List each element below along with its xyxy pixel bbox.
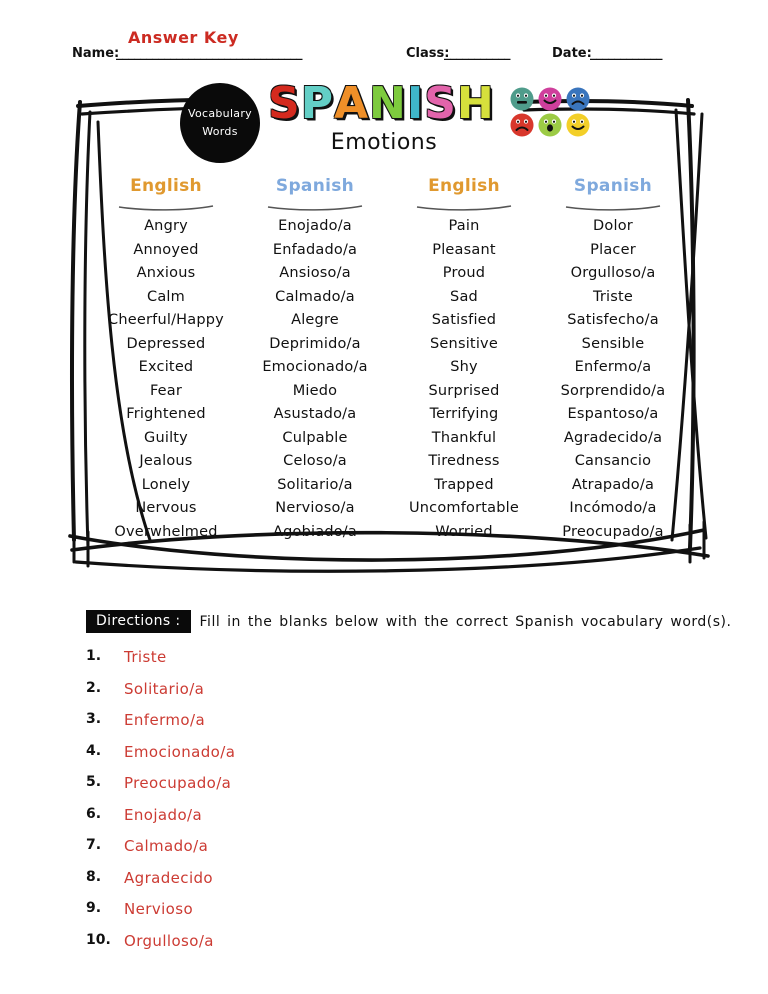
answer-row	[86, 932, 486, 964]
vocab-word: Dolor	[593, 218, 633, 234]
vocab-word: Pleasant	[432, 241, 496, 258]
answer-number: 4.	[86, 742, 102, 759]
vocab-word: Miedo	[292, 382, 338, 399]
vocab-word: Espantoso/a	[567, 406, 659, 422]
class-blank[interactable]: ___________	[444, 46, 510, 61]
directions-tag: Directions :	[86, 610, 191, 633]
answer-word[interactable]: Calmado/a	[124, 837, 209, 855]
smiling-face-icon	[565, 112, 593, 138]
vocab-word: Terrifying	[429, 406, 499, 422]
date-blank[interactable]: ____________	[590, 46, 662, 61]
vocab-word: Enfadado/a	[272, 241, 358, 258]
vocab-word: Triste	[592, 288, 634, 305]
answer-word[interactable]: Enojado/a	[124, 805, 203, 824]
vocab-word: Calmado/a	[275, 288, 355, 305]
vocab-word: Overwhelmed	[114, 523, 218, 540]
title-letter-2: P	[300, 78, 334, 129]
vocab-word: Enojado/a	[278, 218, 352, 234]
vocab-word: Calm	[147, 288, 185, 305]
answer-row	[86, 711, 486, 743]
answer-row	[86, 900, 486, 932]
vocab-word: Sad	[450, 288, 478, 305]
surprised-face-icon	[537, 112, 565, 138]
answer-row	[86, 680, 486, 712]
column-english-left	[92, 176, 240, 544]
vocab-word: Angry	[144, 218, 188, 234]
answer-key-label: Answer Key	[128, 28, 239, 47]
answer-list	[86, 648, 486, 963]
column-spanish-left	[240, 176, 390, 544]
vocab-word: Enfermo/a	[574, 359, 652, 375]
directions-row	[86, 610, 731, 633]
title-letter-1: S	[268, 78, 301, 129]
vocab-word: Asustado/a	[273, 406, 357, 422]
neutral-face-icon	[509, 86, 537, 112]
vocab-word: Shy	[450, 359, 478, 375]
answer-row	[86, 837, 486, 869]
vocab-word: Celoso/a	[283, 453, 347, 469]
vocab-word: Tiredness	[428, 453, 500, 469]
column-spanish-right	[538, 176, 688, 544]
column-english-right	[390, 176, 538, 544]
answer-word[interactable]: Solitario/a	[124, 679, 205, 698]
vocab-word: Sensitive	[430, 335, 498, 352]
answer-number: 9.	[86, 900, 102, 916]
date-label: Date:	[552, 46, 592, 61]
vocab-word: Uncomfortable	[408, 500, 520, 516]
header-underline	[390, 198, 538, 207]
answer-number: 8.	[86, 868, 102, 885]
sad-face-icon	[565, 86, 593, 112]
header-underline	[92, 198, 240, 207]
vocab-word: Agobiado/a	[273, 523, 357, 540]
vocab-word: Nervous	[135, 500, 197, 516]
vocab-word: Sensible	[581, 335, 645, 352]
column-header-spanish-right: Spanish	[573, 176, 653, 196]
answer-number: 6.	[86, 805, 102, 822]
vocab-word: Pain	[448, 218, 480, 234]
vocab-word: Anxious	[136, 265, 196, 281]
class-label: Class:	[406, 46, 450, 61]
answer-number: 10.	[86, 931, 111, 948]
title-letter-4: N	[369, 78, 407, 129]
page-title	[268, 78, 495, 129]
vocab-word: Nervioso/a	[275, 500, 355, 516]
answer-row	[86, 806, 486, 838]
word-list-spanish-right	[538, 215, 688, 544]
vocab-word: Orgulloso/a	[570, 265, 656, 281]
vocab-word: Alegre	[291, 312, 339, 328]
vocab-word: Atrapado/a	[571, 476, 655, 493]
vocab-word: Cheerful/Happy	[108, 312, 224, 328]
answer-row	[86, 648, 486, 680]
vocab-word: Preocupado/a	[562, 523, 664, 540]
column-header-english-left: English	[130, 176, 202, 196]
name-label: Name:	[72, 46, 120, 61]
column-header-spanish-left: Spanish	[275, 176, 355, 196]
vocab-word: Frightened	[126, 406, 206, 422]
directions-text: Fill in the blanks below with the correct Spanish vocabulary word(s).	[199, 613, 732, 630]
badge-line-1: Vocabulary	[188, 107, 252, 120]
answer-word[interactable]: Preocupado/a	[124, 774, 232, 792]
vocab-word: Guilty	[144, 429, 188, 446]
angry-face-icon	[509, 112, 537, 138]
vocab-word: Deprimido/a	[269, 335, 361, 352]
vocabulary-table	[92, 176, 688, 544]
vocab-word: Proud	[442, 265, 486, 281]
vocab-word: Placer	[590, 241, 636, 258]
title-letter-5: I	[406, 78, 425, 129]
vocab-word: Annoyed	[133, 241, 199, 258]
answer-number: 7.	[86, 837, 102, 853]
vocab-word: Lonely	[141, 476, 191, 493]
answer-row	[86, 774, 486, 806]
vocab-word: Depressed	[126, 335, 206, 352]
vocab-word: Sorprendido/a	[560, 382, 666, 399]
word-list-english-left	[92, 215, 240, 544]
vocab-word: Worried	[435, 523, 493, 540]
vocab-word: Solitario/a	[277, 476, 353, 493]
vocab-word: Cansancio	[574, 453, 652, 469]
vocab-word: Culpable	[282, 429, 348, 446]
vocab-word: Emocionado/a	[262, 359, 368, 375]
answer-row	[86, 869, 486, 901]
vocab-word: Incómodo/a	[569, 500, 657, 516]
vocab-word: Trapped	[434, 476, 494, 493]
word-list-english-right	[390, 215, 538, 544]
vocab-word: Thankful	[431, 429, 497, 446]
badge-line-2: Words	[202, 125, 238, 138]
title-letter-6: S	[424, 78, 457, 129]
answer-number: 5.	[86, 774, 102, 790]
emoji-faces-group	[509, 86, 593, 138]
vocab-word: Excited	[138, 359, 194, 375]
answer-word[interactable]: Triste	[124, 648, 167, 666]
happy-face-icon	[537, 86, 565, 112]
answer-number: 2.	[86, 679, 102, 696]
vocab-word: Surprised	[428, 382, 500, 399]
vocab-word: Agradecido/a	[563, 429, 663, 446]
header-underline	[538, 198, 688, 207]
vocab-word: Ansioso/a	[279, 265, 351, 281]
page-subtitle: Emotions	[330, 130, 438, 155]
vocab-word: Fear	[149, 382, 183, 399]
vocab-word: Satisfied	[431, 312, 497, 328]
vocab-word: Jealous	[139, 453, 193, 469]
answer-word[interactable]: Orgulloso/a	[124, 931, 214, 950]
answer-word[interactable]: Agradecido	[124, 868, 214, 887]
title-letter-3: A	[333, 78, 370, 129]
answer-word[interactable]: Enfermo/a	[124, 711, 206, 729]
title-letter-7: H	[456, 78, 495, 129]
answer-number: 3.	[86, 711, 102, 727]
vocab-word: Satisfecho/a	[567, 312, 659, 328]
answer-number: 1.	[86, 648, 102, 664]
answer-word[interactable]: Nervioso	[124, 900, 194, 918]
word-list-spanish-left	[240, 215, 390, 544]
answer-word[interactable]: Emocionado/a	[124, 742, 236, 761]
header-underline	[240, 198, 390, 207]
name-blank[interactable]: _______________________________	[116, 46, 302, 61]
column-header-english-right: English	[428, 176, 500, 196]
answer-row	[86, 743, 486, 775]
